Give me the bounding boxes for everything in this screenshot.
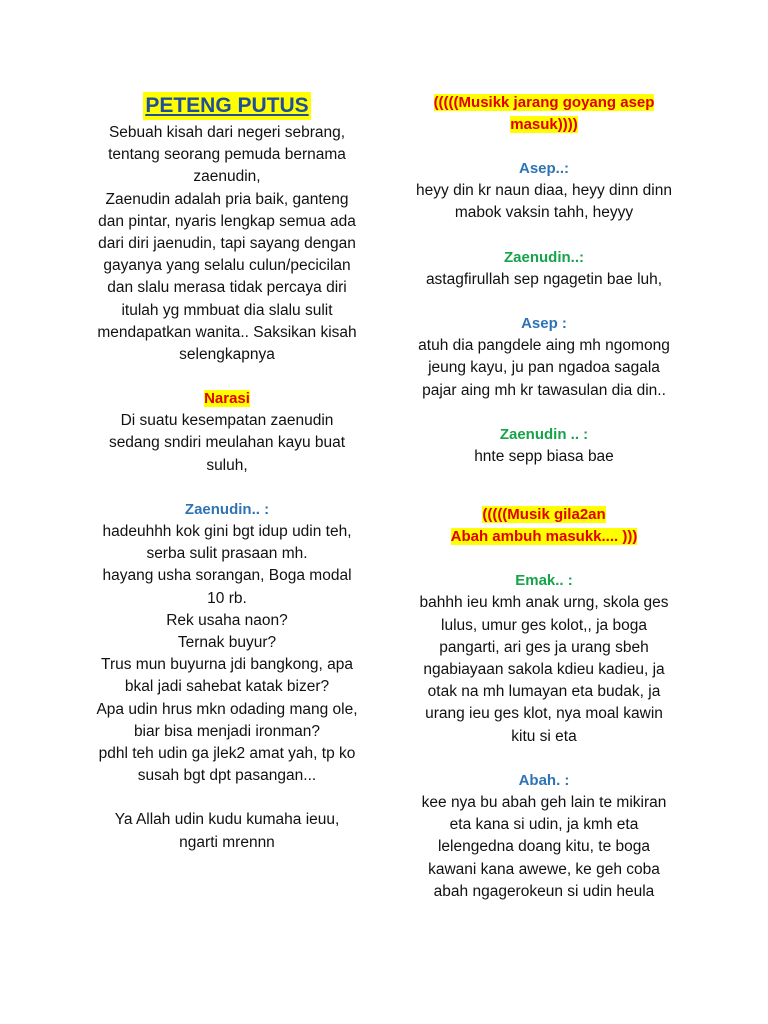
speaker-zaenudin: Zaenudin.. : [184, 500, 270, 518]
dialogue-line: lulus, umur ges kolot,, ja boga [441, 616, 647, 634]
dialogue-line: bahhh ieu kmh anak urng, skola ges [419, 594, 669, 612]
right-column [398, 92, 690, 903]
intro-line: gayanya yang selalu culun/pecicilan [103, 257, 351, 275]
intro-line: selengkapnya [179, 346, 275, 364]
dialogue-line: Ternak buyur? [177, 634, 277, 652]
dialogue-line: kawani kana awewe, ke geh coba [428, 860, 660, 878]
dialogue-line: astagfirullah sep ngagetin bae luh, [425, 270, 663, 288]
dialogue-line: pdhl teh udin ga jlek2 amat yah, tp ko [98, 745, 356, 763]
dialogue-line: otak na mh lumayan eta budak, ja [427, 683, 661, 701]
narasi-paragraph [84, 410, 370, 477]
intro-line: itulah yg mmbuat dia slalu sulit [121, 301, 333, 319]
dialogue-line: hayang usha sorangan, Boga modal [102, 567, 352, 585]
speaker-asep: Asep..: [518, 160, 569, 177]
intro-paragraph [84, 122, 370, 366]
music-cue-line: Abah ambuh masukk.... ))) [450, 528, 638, 546]
dialogue-line: bkal jadi sahebat katak bizer? [124, 678, 330, 696]
speaker-asep: Asep : [521, 315, 567, 333]
zaenudin-monologue [84, 521, 370, 787]
speaker-zaenudin: Zaenudin .. : [499, 425, 589, 443]
dialogue-line: heyy din kr naun diaa, heyy dinn dinn [416, 182, 672, 200]
dialogue-line: jeung kayu, ju pan ngadoa sagala [428, 359, 660, 377]
intro-line: dan slalu merasa tidak percaya diri [107, 279, 347, 297]
dialogue-line: eta kana si udin, ja kmh eta [449, 816, 639, 834]
dialogue-line: urang ieu ges klot, nya moal kawin [425, 705, 663, 723]
narasi-line: sedang sndiri meulahan kayu buat [108, 434, 346, 452]
dialogue-line: biar bisa menjadi ironman? [133, 722, 321, 740]
intro-line: tentang seorang pemuda bernama [108, 146, 346, 164]
speaker-abah: Abah. : [518, 771, 570, 789]
dialogue-line: Apa udin hrus mkn odading mang ole, [96, 700, 358, 718]
dialogue-line: mabok vaksin tahh, heyyy [454, 204, 634, 222]
intro-line: zaenudin, [193, 168, 261, 186]
music-cue-line: masuk)))) [510, 116, 578, 133]
intro-line: Zaenudin adalah pria baik, ganteng [105, 190, 349, 208]
narasi-line: suluh, [206, 456, 248, 474]
intro-line: dari diri jaenudin, tapi sayang dengan [98, 235, 356, 253]
dialogue-line: lelengedna doang kitu, te boga [437, 838, 650, 856]
dialogue-line: susah bgt dpt pasangan... [137, 767, 317, 785]
dialogue-line: Ya Allah udin kudu kumaha ieuu, [114, 811, 340, 829]
intro-line: mendapatkan wanita.. Saksikan kisah [97, 323, 357, 341]
dialogue-line: abah ngagerokeun si udin heula [433, 882, 655, 900]
dialogue-line: hnte sepp biasa bae [474, 448, 614, 466]
music-cue-line: (((((Musikk jarang goyang asep [433, 94, 655, 111]
closing-lines [84, 809, 370, 853]
dialogue-line: atuh dia pangdele aing mh ngomong [418, 337, 670, 355]
intro-line: Sebuah kisah dari negeri sebrang, [108, 124, 346, 141]
music-cue-line: (((((Musik gila2an [482, 506, 606, 524]
dialogue-line: Trus mun buyurna jdi bangkong, apa [101, 656, 353, 674]
dialogue-line: kitu si eta [511, 727, 577, 745]
dialogue-line: kee nya bu abah geh lain te mikiran [421, 794, 667, 812]
dialogue-line: serba sulit prasaan mh. [146, 545, 308, 563]
narasi-label: Narasi [204, 390, 250, 408]
narasi-line: Di suatu kesempatan zaenudin [120, 412, 334, 430]
dialogue-line: ngarti mrennn [179, 833, 275, 851]
left-column [84, 92, 370, 854]
music-cue-1 [398, 92, 690, 136]
intro-line: dan pintar, nyaris lengkap semua ada [98, 212, 356, 230]
dialogue-line: Rek usaha naon? [166, 611, 288, 629]
dialogue-line: ngabiayaan sakola kdieu kadieu, ja [423, 661, 665, 679]
speaker-zaenudin: Zaenudin..: [504, 248, 584, 266]
speaker-emak: Emak.. : [515, 572, 573, 590]
dialogue-line: pangarti, ari ges ja urang sbeh [439, 638, 649, 656]
music-cue-2 [398, 504, 690, 548]
story-title: PETENG PUTUS [143, 92, 310, 120]
dialogue-line: 10 rb. [207, 589, 247, 607]
dialogue-line: pajar aing mh kr tawasulan dia din.. [422, 381, 666, 399]
dialogue-line: hadeuhhh kok gini bgt idup udin teh, [102, 523, 352, 541]
